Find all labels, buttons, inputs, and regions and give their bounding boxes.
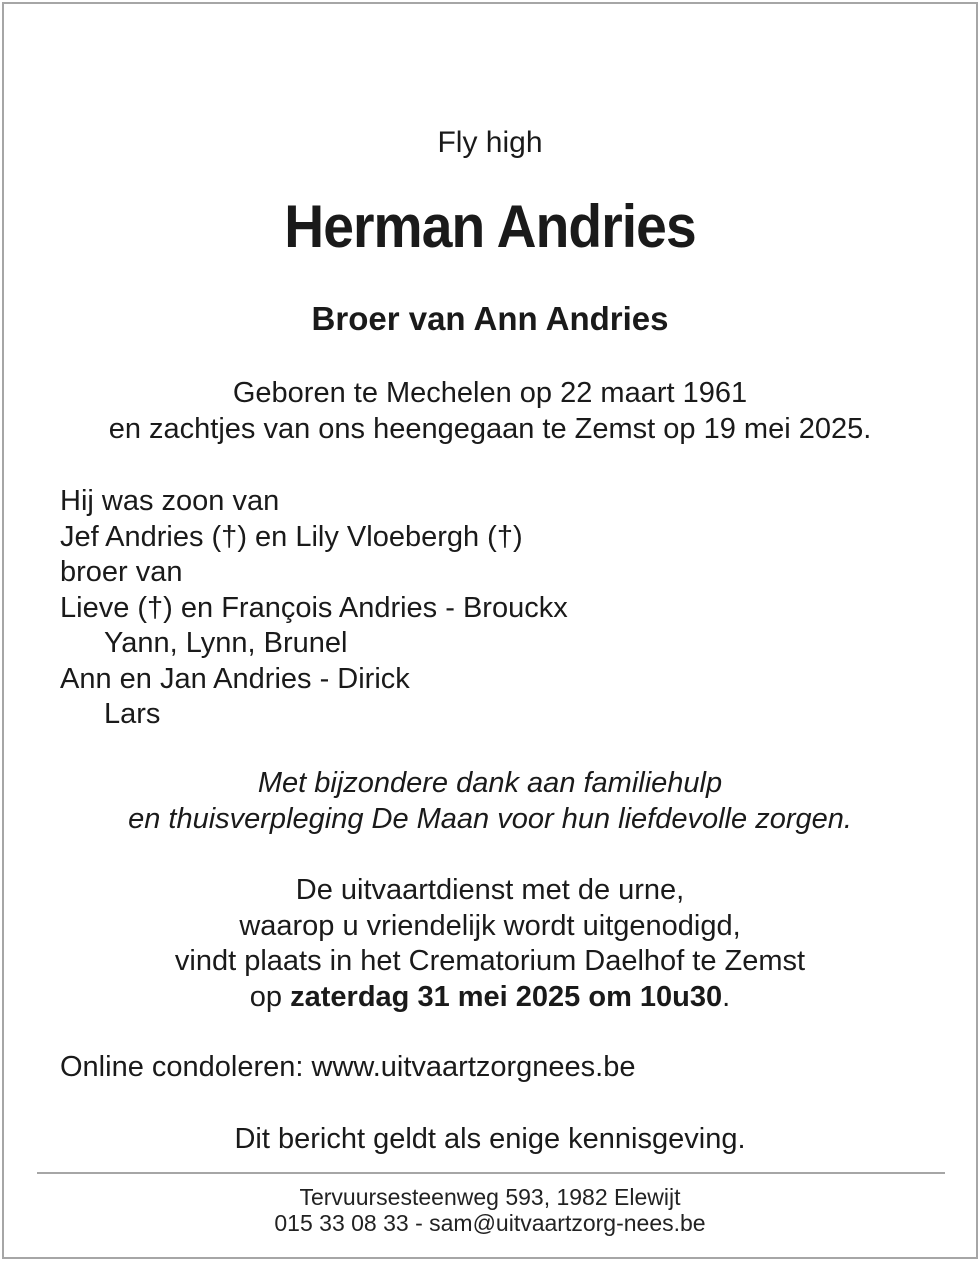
family-line: Jef Andries (†) en Lily Vloebergh (†) (60, 520, 523, 553)
funeral-block (4, 873, 976, 1015)
family-line-indented: Lars (104, 698, 161, 730)
deceased-name: Herman Andries (284, 193, 696, 260)
notice-line: Dit bericht geldt als enige kennisgeving. (234, 1123, 746, 1155)
footer-contact: 015 33 08 33 - sam@uitvaartzorg-nees.be (274, 1210, 706, 1236)
family-line: Lieve (†) en François Andries - Brouckx (60, 591, 568, 624)
relation-subtitle: Broer van Ann Andries (311, 300, 669, 337)
family-line: Ann en Jan Andries - Dirick (60, 662, 410, 695)
funeral-line: waarop u vriendelijk wordt uitgenodigd, (239, 909, 741, 942)
tagline: Fly high (437, 126, 543, 159)
obituary-card (2, 2, 978, 1259)
family-block (60, 484, 568, 733)
footer-divider (37, 1172, 945, 1174)
family-line: broer van (60, 556, 183, 588)
funeral-date-line (4, 980, 976, 1016)
funeral-line: De uitvaartdienst met de urne, (295, 874, 685, 906)
footer-address: Tervuursesteenweg 593, 1982 Elewijt (299, 1184, 681, 1210)
family-line: Hij was zoon van (60, 485, 280, 517)
death-line: en zachtjes van ons heengegaan te Zemst op 19 mei 2025. (108, 412, 872, 445)
thanks-line: en thuisverpleging De Maan voor hun liefdevolle zorgen. (128, 802, 852, 835)
online-condolence: Online condoleren: www.uitvaartzorgnees.be (60, 1051, 636, 1083)
thanks-block (4, 766, 976, 837)
thanks-line: Met bijzondere dank aan familiehulp (257, 767, 723, 799)
funeral-date-suffix: . (722, 980, 731, 1013)
birth-death-block (4, 376, 976, 447)
family-line-indented: Yann, Lynn, Brunel (104, 627, 348, 659)
footer (4, 1184, 976, 1236)
funeral-line: vindt plaats in het Crematorium Daelhof te Zemst (174, 945, 806, 977)
funeral-date-prefix: op (249, 980, 291, 1013)
funeral-date: zaterdag 31 mei 2025 om 10u30 (290, 980, 723, 1013)
birth-line: Geboren te Mechelen op 22 maart 1961 (232, 377, 748, 409)
